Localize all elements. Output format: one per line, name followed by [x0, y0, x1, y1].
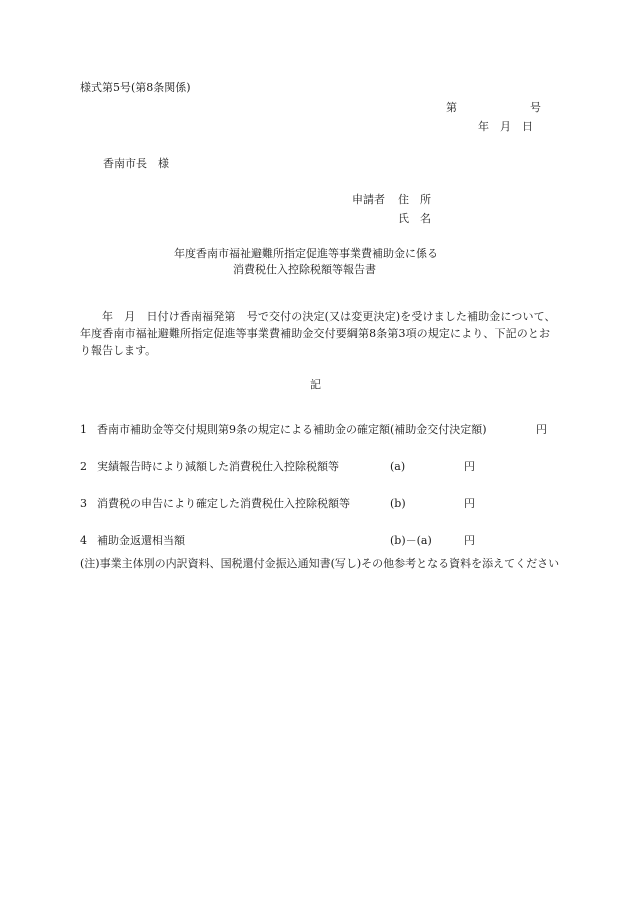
doc-number-suffix: 号	[530, 101, 541, 114]
item-3-symbol: (b)	[390, 497, 406, 510]
name-label: 氏 名	[398, 212, 431, 225]
item-3-unit: 円	[464, 497, 475, 510]
item-1-unit: 円	[536, 423, 547, 436]
item-4-unit: 円	[464, 534, 475, 547]
title-line-1: 年度香南市福祉避難所指定促進等事業費補助金に係る	[174, 247, 438, 260]
item-2-text: 実績報告時により減額した消費税仕入控除税額等	[97, 460, 339, 473]
date-line: 年 月 日	[478, 120, 533, 133]
body-paragraph: 年 月 日付け香南福発第 号で交付の決定(又は変更決定)を受けました補助金について、 年度香南市福祉避難所指定促進等事業費補助金交付要綱第8条第3項の規定により、下記のとおり報告します。	[80, 310, 572, 357]
item-4-number: 4	[80, 534, 87, 547]
item-2-number: 2	[80, 460, 87, 473]
item-4-text: 補助金返還相当額	[97, 534, 185, 547]
item-3-number: 3	[80, 497, 87, 510]
item-1-text: 香南市補助金等交付規則第9条の規定による補助金の確定額(補助金交付決定額)	[97, 423, 487, 436]
item-4-symbol: (b)－(a)	[390, 534, 432, 547]
title-line-2: 消費税仕入控除税額等報告書	[233, 263, 376, 276]
footnote: (注)事業主体別の内訳資料、国税還付金振込通知書(写し)その他参考となる資料を添えてください	[80, 557, 560, 570]
ki-heading: 記	[310, 378, 321, 391]
item-1-number: 1	[80, 423, 87, 436]
item-2-unit: 円	[464, 460, 475, 473]
item-2-symbol: (a)	[390, 460, 406, 473]
applicant-label: 申請者	[352, 193, 385, 206]
address-label: 住 所	[398, 193, 431, 206]
form-number: 様式第5号(第8条関係)	[80, 81, 191, 94]
addressee: 香南市長 様	[103, 157, 169, 170]
item-3-text: 消費税の申告により確定した消費税仕入控除税額等	[97, 497, 350, 510]
doc-number-prefix: 第	[446, 101, 457, 114]
